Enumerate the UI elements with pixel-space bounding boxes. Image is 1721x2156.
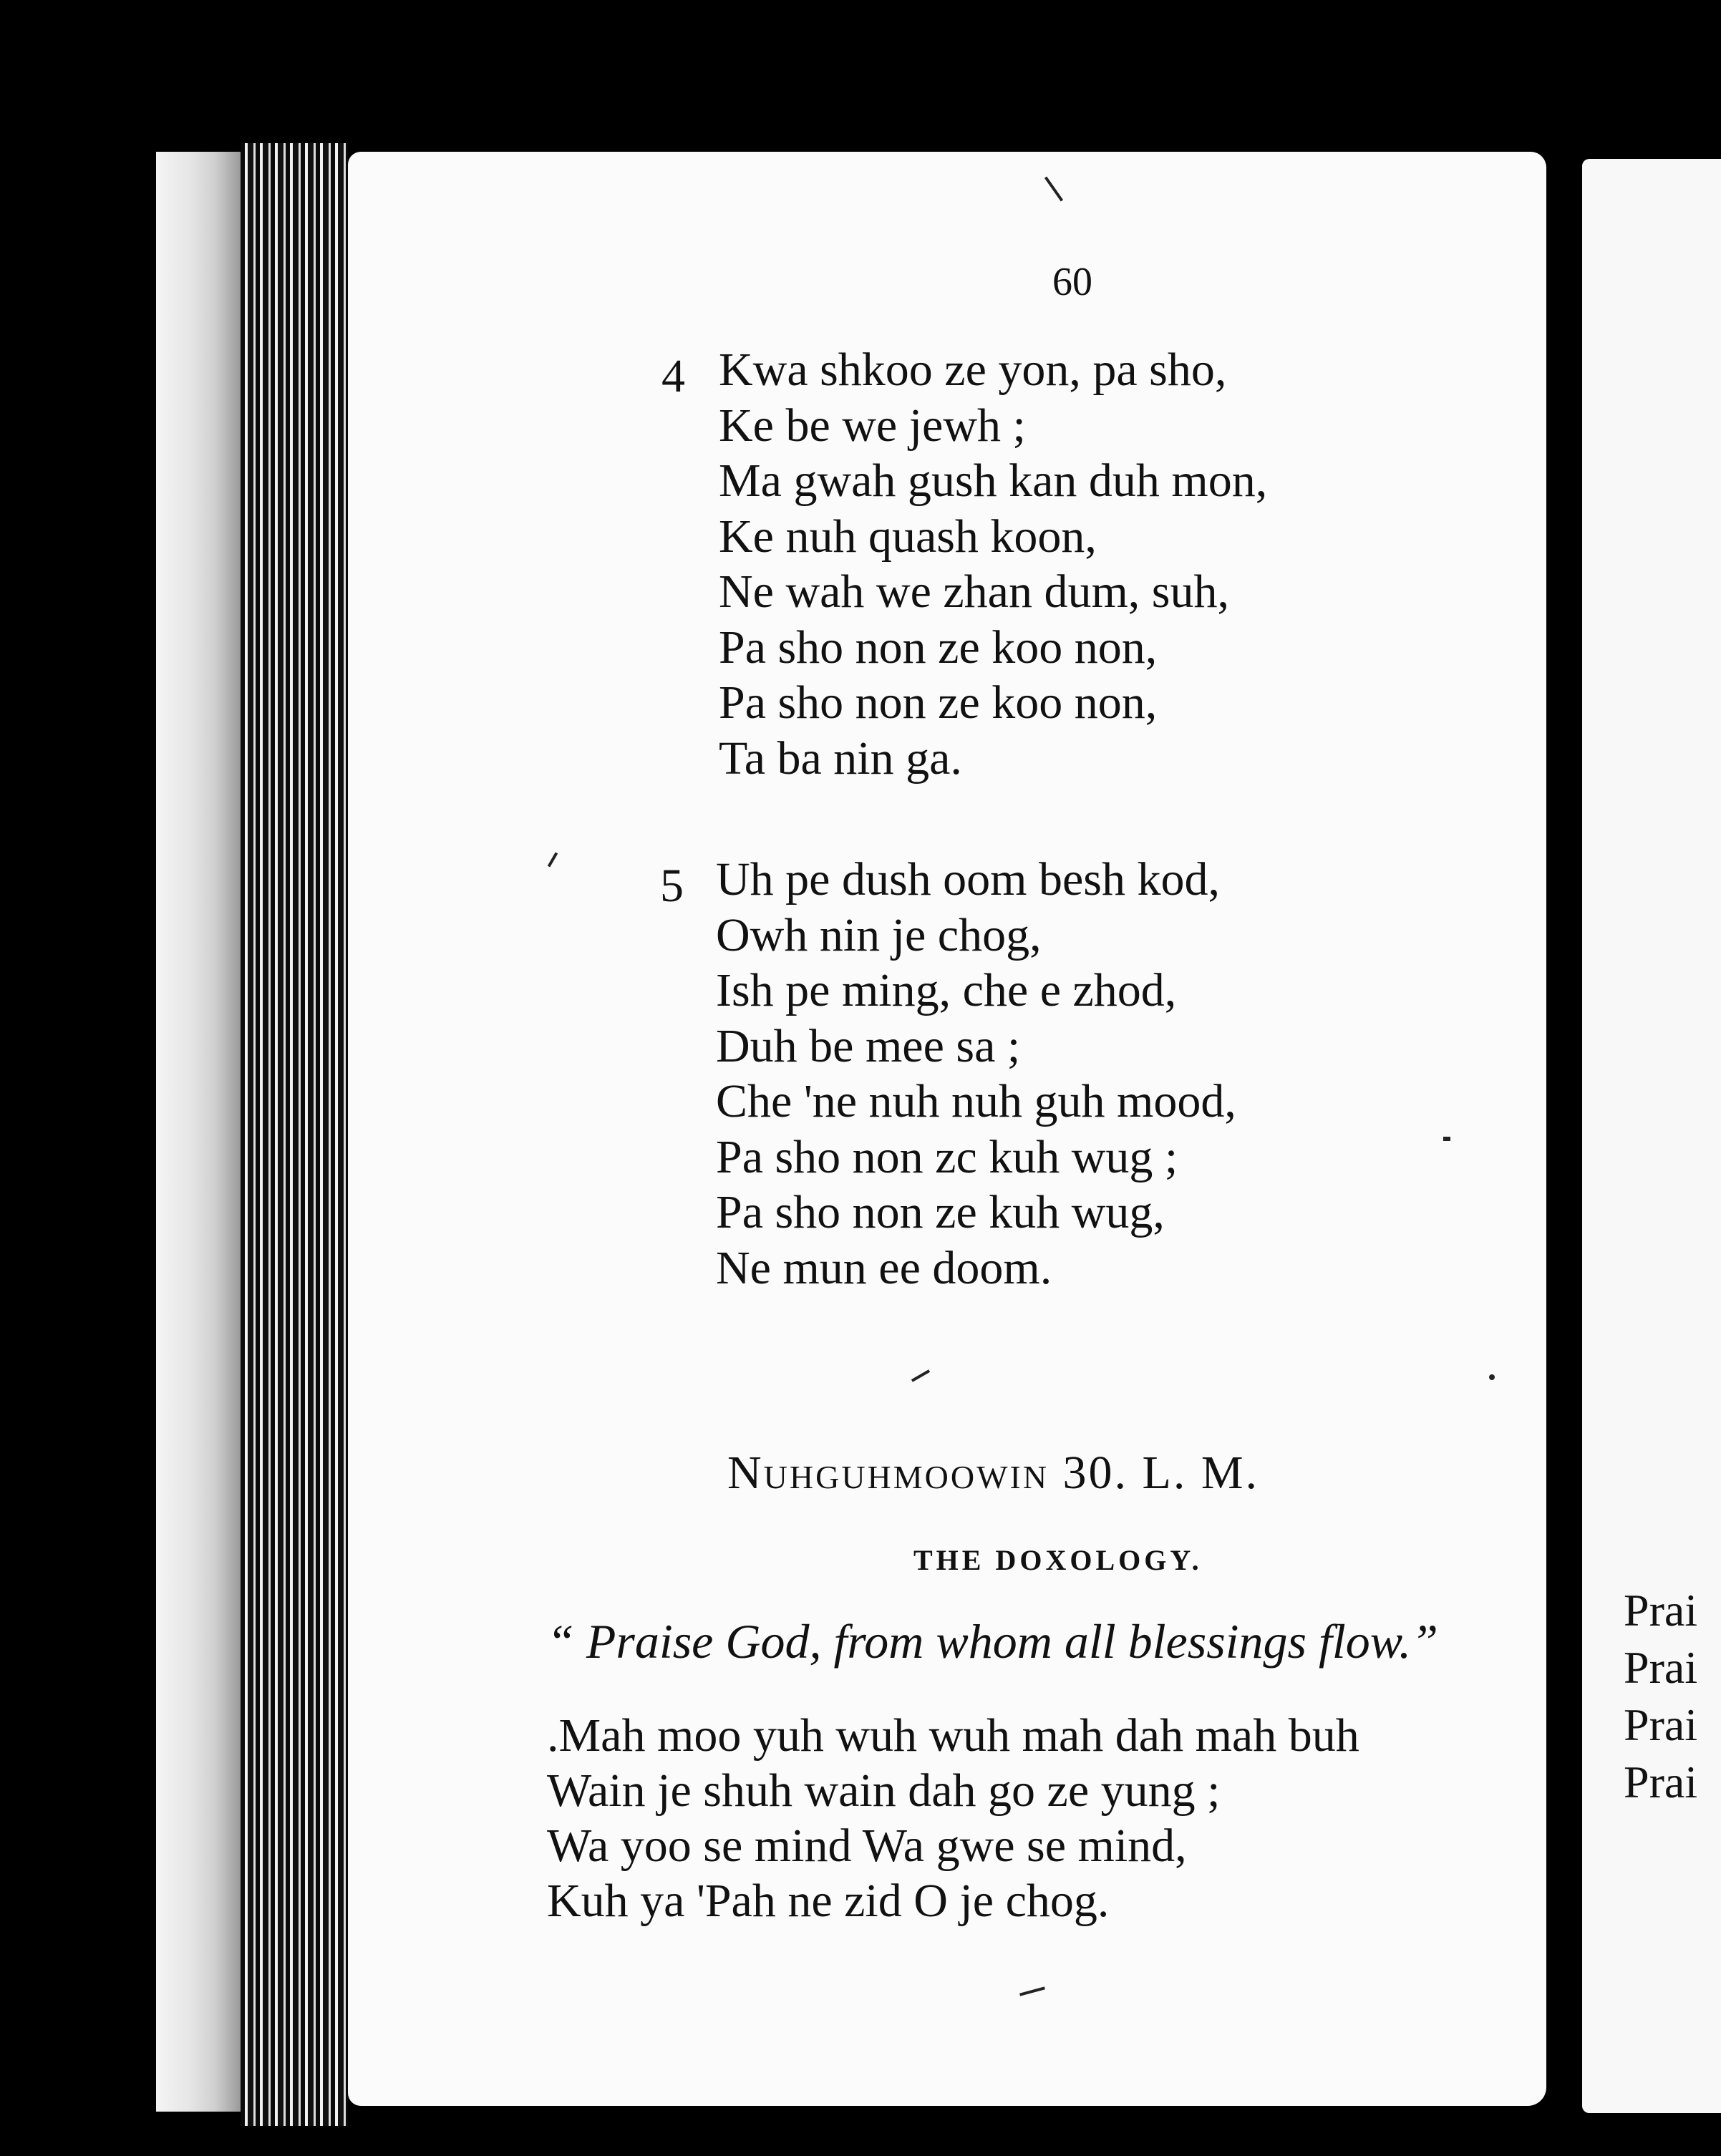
verse-line: Ma gwah gush kan duh mon, [719,455,1268,507]
verse-line: Wain je shuh wain dah go ze yung ; [547,1764,1221,1817]
hymn-subtitle: THE DOXOLOGY. [913,1544,1203,1576]
verse-line: Che 'ne nuh nuh guh mood, [716,1075,1236,1127]
verse-line: .Mah moo yuh wuh wuh mah dah mah buh [547,1709,1359,1762]
verse-line: Wa yoo se mind Wa gwe se mind, [547,1820,1187,1872]
stanza-4 [719,342,1267,786]
scan-speck [1489,1374,1495,1380]
verse-line: Ne mun ee doom. [716,1241,1052,1294]
verse-line: Pa sho non ze kuh wug, [716,1186,1165,1238]
facing-page-text [1624,1582,1697,1811]
verse-line: Ke nuh quash koon, [719,510,1097,563]
facing-line: Prai [1624,1699,1698,1750]
verse-line: Ta ba nin ga. [719,732,962,785]
stanza-number: 4 [661,350,685,402]
hymn-title: Nuhguhmoowin 30. L. M. [727,1447,1260,1499]
facing-line: Prai [1624,1585,1698,1636]
facing-line: Prai [1624,1642,1698,1693]
verse-line: Ke be we jewh ; [719,399,1026,452]
scan-speck [1443,1137,1450,1141]
stanza-5 [716,852,1236,1296]
verse-line: Kuh ya 'Pah ne zid O je chog. [547,1875,1110,1927]
hymn-epigraph: “ Praise God, from whom all blessings flow.” [547,1614,1438,1669]
verse-line: Ne wah we zhan dum, suh, [719,565,1229,618]
book-gutter [241,143,348,2126]
facing-page [1582,159,1721,2113]
doxology-verse [547,1708,1359,1928]
verse-line: Pa sho non ze koo non, [719,621,1158,674]
verse-line: Ish pe ming, che e zhod, [716,964,1177,1016]
book-left-edge [156,152,241,2112]
verse-line: Kwa shkoo ze yon, pa sho, [719,344,1227,396]
stanza-number: 5 [660,860,684,912]
facing-line: Prai [1624,1757,1698,1807]
page-number: 60 [1052,260,1092,304]
verse-line: Owh nin je chog, [716,908,1042,961]
verse-line: Pa sho non ze koo non, [719,676,1158,729]
verse-line: Uh pe dush oom besh kod, [716,853,1220,905]
verse-line: Duh be mee sa ; [716,1019,1021,1072]
verse-line: Pa sho non zc kuh wug ; [716,1130,1178,1183]
